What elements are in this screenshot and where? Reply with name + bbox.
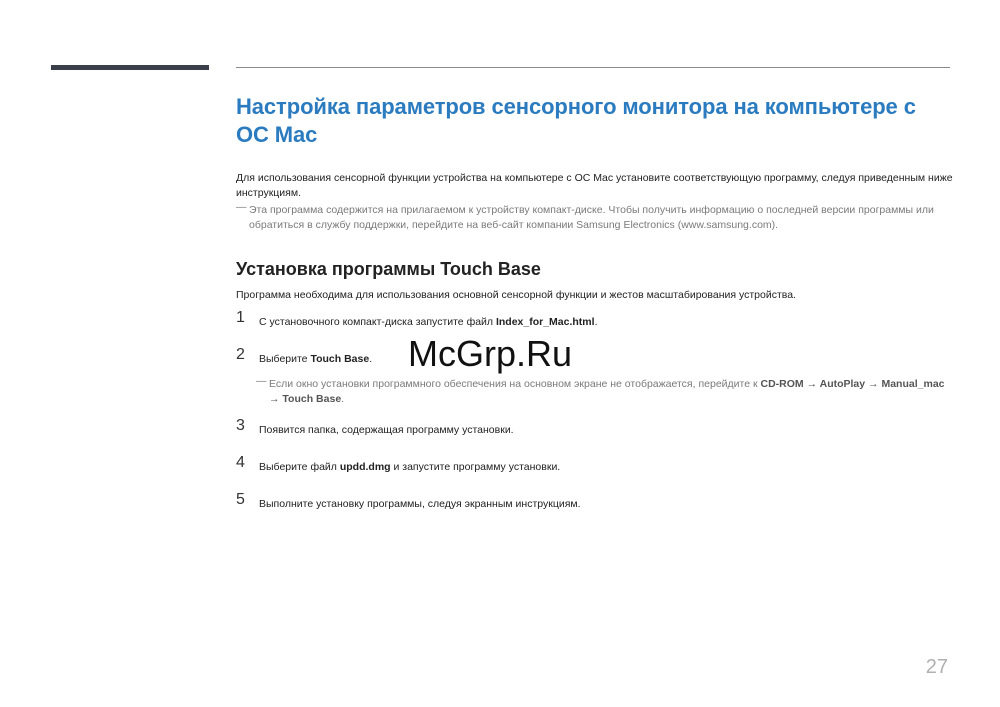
watermark: McGrp.Ru xyxy=(408,333,573,374)
step-number: 2 xyxy=(236,346,245,363)
note-block xyxy=(236,203,954,232)
step-text: Выполните установку программы, следуя экранным инструкциям. xyxy=(259,498,581,510)
step-3 xyxy=(236,417,954,438)
note-dash-icon: ― xyxy=(236,201,247,213)
step-number: 4 xyxy=(236,454,245,471)
step-4 xyxy=(236,454,954,475)
page-content xyxy=(236,93,954,512)
step-2-note: ― Если окно установки программного обеспечения на основном экране не отображается, перейдите к CD-ROM → AutoPlay → Manual_mac → Touch Base. xyxy=(256,375,945,405)
section-description: Программа необходима для использования основной сенсорной функции и жестов масштабирования устройства. xyxy=(236,289,796,301)
step-text: С установочного компакт-диска запустите файл Index_for_Mac.html. xyxy=(259,316,598,328)
step-5 xyxy=(236,491,954,512)
step-number: 5 xyxy=(236,491,245,508)
step-text: Выберите Touch Base. xyxy=(259,353,373,365)
intro-paragraph: Для использования сенсорной функции устройства на компьютере с ОС Mac установите соответствующую программу, следуя приведенным ниже инструкциям. xyxy=(236,172,953,199)
note-text: Эта программа содержится на прилагаемом к устройству компакт-диске. Чтобы получить информацию о последней версии программы или обратиться в службу поддержки, перейдите на веб-сайт компании Samsung Electronics (www.samsung.com). xyxy=(249,204,934,231)
step-number: 1 xyxy=(236,309,245,326)
step-number: 3 xyxy=(236,417,245,434)
page-number: 27 xyxy=(925,656,948,678)
step-text: Появится папка, содержащая программу установки. xyxy=(259,424,514,436)
note-dash-icon: ― xyxy=(256,375,267,387)
step-text: Выберите файл updd.dmg и запустите программу установки. xyxy=(259,461,561,473)
page-title: Настройка параметров сенсорного монитора на компьютере с ОС Mac xyxy=(236,94,916,147)
step-1 xyxy=(236,309,954,330)
section-heading: Установка программы Touch Base xyxy=(236,259,541,279)
header-divider xyxy=(236,67,950,68)
section-marker-bar xyxy=(51,65,209,70)
